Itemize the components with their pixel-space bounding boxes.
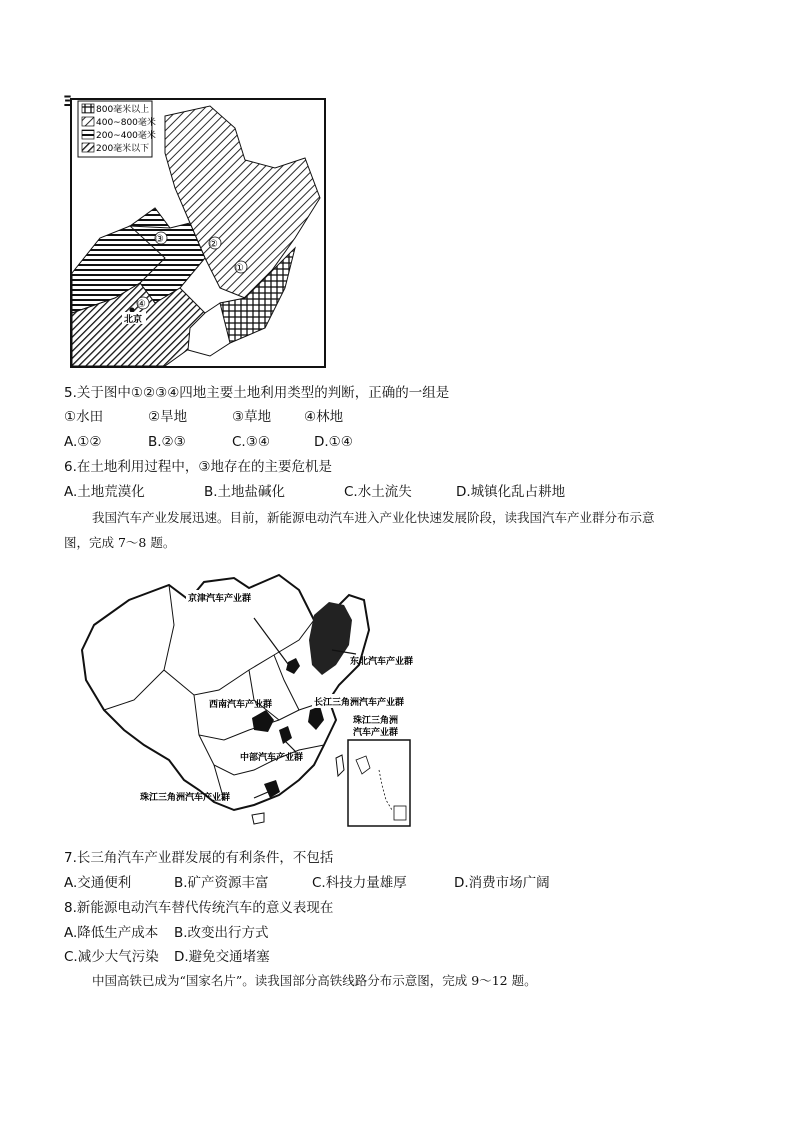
question-5-stem: 5.关于图中①②③④四地主要土地利用类型的判断，正确的一组是 bbox=[64, 385, 450, 401]
q8-option-b[interactable]: B.改变出行方式 bbox=[174, 925, 269, 941]
auto-industry-map-svg bbox=[74, 570, 424, 832]
legend-label-2: 400~800毫米 bbox=[96, 118, 156, 128]
marker-1: ① bbox=[235, 263, 244, 274]
q5-option-b[interactable]: B.②③ bbox=[148, 434, 186, 450]
intro-9-12: 中国高铁已成为“国家名片”。读我国部分高铁线路分布示意图，完成 9～12 题。 bbox=[92, 973, 537, 988]
question-6-options bbox=[64, 483, 624, 501]
intro-7-8-line-2: 图，完成 7～8 题。 bbox=[64, 535, 176, 550]
label-zhujiang-inset-2: 汽车产业群 bbox=[353, 728, 399, 738]
label-zhujiang: 珠江三角洲汽车产业群 bbox=[140, 793, 231, 803]
q5-item-2: ②旱地 bbox=[148, 409, 188, 425]
legend-swatch-4 bbox=[82, 143, 94, 152]
q6-option-d[interactable]: D.城镇化乱占耕地 bbox=[456, 484, 566, 500]
marker-3: ③ bbox=[155, 234, 164, 245]
label-changjiang: 长江三角洲汽车产业群 bbox=[314, 698, 405, 708]
legend-swatch-2 bbox=[82, 117, 94, 126]
question-5-options bbox=[64, 433, 404, 451]
intro-7-8-line-1: 我国汽车产业发展迅速。目前，新能源电动汽车进入产业化快速发展阶段，读我国汽车产业群分布示意 bbox=[92, 510, 655, 525]
hainan-island bbox=[252, 813, 264, 824]
legend-swatch-3 bbox=[82, 130, 94, 139]
question-6-stem: 6.在土地利用过程中，③地存在的主要危机是 bbox=[64, 459, 332, 475]
q7-option-c[interactable]: C.科技力量雄厚 bbox=[312, 875, 407, 891]
question-8-stem: 8.新能源电动汽车替代传统汽车的意义表现在 bbox=[64, 900, 334, 916]
beijing-label: 北京 bbox=[124, 315, 143, 325]
label-zhongbu: 中部汽车产业群 bbox=[240, 753, 304, 763]
question-7-options bbox=[64, 874, 624, 892]
question-7-stem: 7.长三角汽车产业群发展的有利条件，不包括 bbox=[64, 850, 334, 866]
label-xinan: 西南汽车产业群 bbox=[209, 700, 273, 710]
marker-4: ④ bbox=[137, 299, 146, 310]
q7-option-d[interactable]: D.消费市场广阔 bbox=[454, 875, 550, 891]
q7-option-a[interactable]: A.交通便利 bbox=[64, 875, 132, 891]
q6-option-c[interactable]: C.水土流失 bbox=[344, 484, 412, 500]
question-5-items bbox=[64, 408, 404, 426]
q8-option-a[interactable]: A.降低生产成本 bbox=[64, 925, 159, 941]
q5-item-4: ④林地 bbox=[304, 409, 344, 425]
q5-option-c[interactable]: C.③④ bbox=[232, 434, 270, 450]
label-dongbei: 东北汽车产业群 bbox=[350, 657, 414, 667]
label-jingjin: 京津汽车产业群 bbox=[188, 594, 252, 604]
q5-item-1: ①水田 bbox=[64, 409, 104, 425]
legend-swatch-1 bbox=[82, 104, 94, 113]
q5-option-a[interactable]: A.①② bbox=[64, 434, 102, 450]
legend-label-1: 800毫米以上 bbox=[96, 105, 150, 115]
question-8-options-row-2 bbox=[64, 948, 364, 966]
legend-label-3: 200~400毫米 bbox=[96, 131, 156, 141]
label-zhujiang-inset-1: 珠江三角洲 bbox=[353, 716, 399, 726]
q7-option-b[interactable]: B.矿产资源丰富 bbox=[174, 875, 269, 891]
legend-label-4: 200毫米以下 bbox=[96, 144, 150, 154]
q6-option-b[interactable]: B.土地盐碱化 bbox=[204, 484, 286, 500]
precipitation-map bbox=[70, 98, 326, 368]
q8-option-c[interactable]: C.减少大气污染 bbox=[64, 949, 159, 965]
corner-mark: Ξ bbox=[63, 94, 72, 110]
marker-2: ② bbox=[209, 239, 218, 250]
q5-item-3: ③草地 bbox=[232, 409, 272, 425]
beijing-dot bbox=[130, 308, 135, 313]
question-8-options-row-1 bbox=[64, 924, 364, 942]
q5-option-d[interactable]: D.①④ bbox=[314, 434, 353, 450]
taiwan-island bbox=[336, 755, 344, 776]
auto-industry-map bbox=[74, 570, 424, 832]
precipitation-map-svg bbox=[70, 98, 326, 368]
inset-subbox bbox=[394, 806, 406, 820]
q8-option-d[interactable]: D.避免交通堵塞 bbox=[174, 949, 270, 965]
q6-option-a[interactable]: A.土地荒漠化 bbox=[64, 484, 145, 500]
